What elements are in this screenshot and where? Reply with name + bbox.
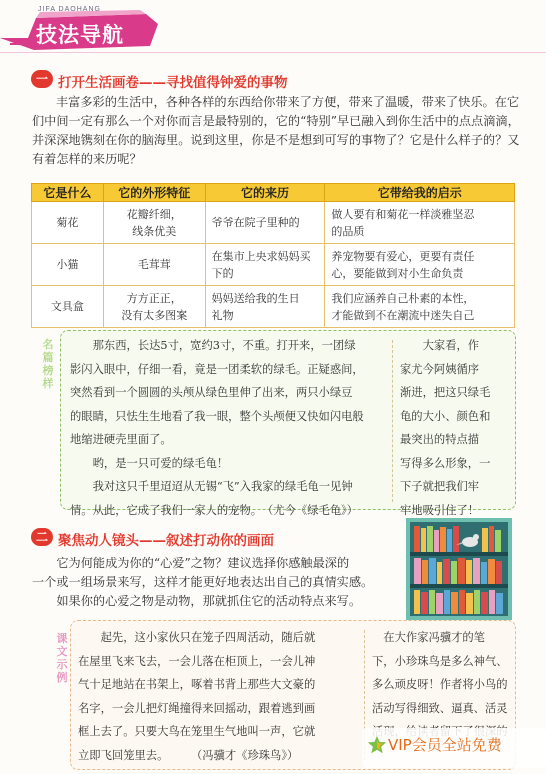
cell-line: 毛茸茸 <box>137 258 171 271</box>
cell-line: 花瓣纤细， <box>126 207 182 221</box>
side-tag-char: 文 <box>56 645 68 658</box>
example-text-famous <box>70 334 364 522</box>
bookshelf-bird-illustration <box>406 518 512 620</box>
cell-line: 我们应涵养自己朴素的本性， <box>331 291 475 305</box>
sample-line: 情。从此，它成了我们一家人的宠物。 （尤今《绿毛龟》） <box>70 503 359 517</box>
note-divider <box>392 340 393 502</box>
table-cell-inspiration <box>325 202 515 244</box>
sample-line: 地缩进硬壳里面了。 <box>70 433 172 446</box>
note-line: 牢地吸引住了！ <box>400 503 480 517</box>
sample-line: 那东西，长达5寸，宽约3寸，不重。打开来，一团绿 <box>70 339 356 352</box>
note-line: 下子就把我们牢 <box>400 480 480 493</box>
example-note-famous <box>400 334 490 522</box>
note-line: 在大作家冯骥才的笔 <box>372 631 485 644</box>
table-cell-inspiration <box>325 286 515 328</box>
cell-line: 心，要能做到对小生命负责 <box>331 266 464 280</box>
paragraph-line: 如果你的心爱之物是动物，那就抓住它的活动特点来写。 <box>32 594 362 608</box>
section1-number: 一 <box>31 70 53 88</box>
table-row <box>32 286 515 328</box>
sample-line: 立即飞回笼里去。 （冯骥才《珍珠鸟》） <box>78 748 299 762</box>
side-tag-char: 样 <box>42 377 54 390</box>
paragraph-line: 它为何能成为你的“心爱”之物？建议选择你感触最深的 <box>32 556 350 570</box>
note-line: 写得多么形象，一 <box>400 456 491 470</box>
note-line: 活动写得细致、逼真、活灵 <box>372 701 508 715</box>
cell-line: 做人要有和菊花一样淡雅坚忍 <box>331 207 475 221</box>
header <box>0 0 546 56</box>
side-tag-char: 篇 <box>42 351 54 364</box>
paragraph-line: 有着怎样的来历呢？ <box>32 152 142 166</box>
sample-line: 框上去了。只要大鸟在笼里生气地叫一声，它就 <box>78 725 316 738</box>
side-tag-char: 课 <box>56 632 68 645</box>
sample-line: 我对这只千里迢迢从无锡“飞”入我家的绿毛龟一见钟 <box>70 480 353 493</box>
sample-line: 的眼睛，只怯生生地看了我一眼，整个头颅便又快如闪电般 <box>70 409 364 423</box>
section1-title: 打开生活画卷——寻找值得钟爱的事物 <box>58 75 288 91</box>
side-tag-char: 名 <box>42 338 54 351</box>
cell-line: 下的 <box>211 266 234 280</box>
sample-line: 突然看到一个圆圆的头颅从绿色里伸了出来，两只小绿豆 <box>70 386 353 399</box>
side-tag-char: 榜 <box>42 364 54 377</box>
cell-line: 在集市上央求妈妈买 <box>211 249 311 263</box>
sample-line: 气十足地站在书架上，啄着书背上那些大文豪的 <box>78 678 316 691</box>
cell-line: 没有太多图案 <box>121 308 188 322</box>
table-cell-what: 文具盒 <box>32 286 104 328</box>
table-header-cell: 它的来历 <box>205 184 325 202</box>
table-row <box>32 244 515 286</box>
header-title: 技法导航 <box>36 23 124 47</box>
sample-line: 起先，这小家伙只在笼子四周活动，随后就 <box>78 631 316 644</box>
section1-paragraph <box>32 93 520 169</box>
paragraph-line: 们中间一定有那么一个对你而言是最特别的，它的“特别”早已融入到你生活中的点点滴滴， <box>32 114 520 128</box>
cell-line: 爷爷在院子里种的 <box>211 216 300 229</box>
note-line: 多么顽皮呀！作者将小鸟的 <box>372 678 508 691</box>
paragraph-line: 丰富多彩的生活中，各种各样的东西给你带来了方便，带来了温暖，带来了快乐。在它 <box>56 95 520 109</box>
paragraph-line: 并深深地镌刻在你的脑海里。说到这里，你是不是想到可写的事物了？它是什么样子的？又 <box>32 133 520 147</box>
table-cell-origin <box>205 244 325 286</box>
table-row <box>32 202 515 244</box>
note-line: 最突出的特点描 <box>400 433 480 446</box>
table-cell-what: 小猫 <box>32 244 104 286</box>
vip-badge-text: VIP会员全站免费 <box>388 736 502 754</box>
table-header-cell: 它带给我的启示 <box>325 184 515 202</box>
section2-paragraph <box>32 554 373 611</box>
side-tag-char: 示 <box>56 658 68 671</box>
cell-line: 妈妈送给我的生日 <box>211 291 300 305</box>
section2-title: 聚焦动人镜头——叙述打动你的画面 <box>58 533 274 549</box>
note-line: 龟的大小、颜色和 <box>400 409 491 423</box>
cell-line: 的品质 <box>331 224 365 238</box>
cell-line: 才能做到不在潮流中迷失自己 <box>331 308 475 322</box>
paragraph-line: 一个或一组场景来写，这样才能更好地表达出自己的真情实感。 <box>32 575 374 589</box>
info-table <box>31 183 515 328</box>
table-cell-feature <box>103 244 205 286</box>
table-header-cell: 它是什么 <box>32 184 104 202</box>
note-line: 家尤今阿姨循序 <box>400 362 480 376</box>
cell-line: 养宠物要有爱心，更要有责任 <box>331 249 475 263</box>
header-divider <box>0 52 546 53</box>
cell-line: 礼物 <box>211 308 234 322</box>
cell-line: 线条优美 <box>132 224 177 238</box>
side-tag-famous <box>42 338 54 390</box>
sample-line: 在屋里飞来飞去，一会儿落在柜顶上，一会儿神 <box>78 654 316 668</box>
cell-line: 方方正正， <box>126 291 182 305</box>
section2-number: 二 <box>31 528 53 546</box>
sample-line: 影闪入眼中，仔细一看，竟是一团柔软的绿毛。正疑惑间， <box>70 362 364 376</box>
table-cell-origin <box>205 202 325 244</box>
header-pinyin: JIFA DAOHANG <box>38 6 101 13</box>
star-icon <box>366 734 388 756</box>
side-tag-char: 例 <box>56 671 68 684</box>
side-tag-textbook <box>56 632 68 684</box>
note-line: 渐进，把这只绿毛 <box>400 386 491 399</box>
example-note-textbook <box>372 626 508 744</box>
note-line: 下，小珍珠鸟是多么神气、 <box>372 654 508 668</box>
sample-line: 哟，是一只可爱的绿毛龟！ <box>70 456 229 470</box>
table-cell-inspiration <box>325 244 515 286</box>
table-cell-feature <box>103 286 205 328</box>
table-header-row <box>32 184 515 202</box>
note-line: 大家看，作 <box>400 339 480 352</box>
table-header-cell: 它的外形特征 <box>103 184 205 202</box>
table-cell-what: 菊花 <box>32 202 104 244</box>
table-cell-origin <box>205 286 325 328</box>
example-text-textbook <box>78 626 315 767</box>
sample-line: 名字，一会儿把灯绳撞得来回摇动，跟着逃到画 <box>78 701 316 715</box>
table-cell-feature <box>103 202 205 244</box>
